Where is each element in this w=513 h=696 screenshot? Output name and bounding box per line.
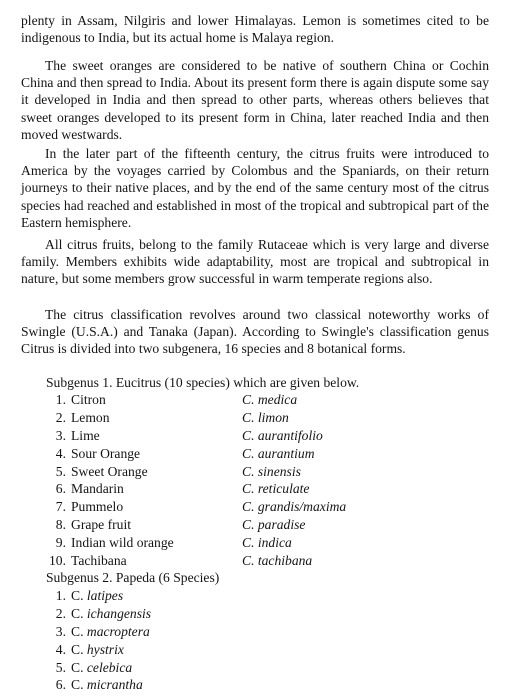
item-number: 4. — [55, 641, 66, 657]
species-epithet: macroptera — [86, 623, 150, 639]
species-epithet: hystrix — [86, 641, 124, 657]
list-item — [46, 587, 466, 605]
paragraph-sweet-orange-origin: The sweet oranges are considered to be native of southern China or Cochin China and then spread to India. About its present form there is again dispute some say it developed in India and then spread to other parts, whereas others believes that sweet oranges developed to its present form in China, later reached India and then moved westwards. — [21, 58, 489, 142]
scientific-name — [71, 605, 151, 623]
item-number: 9. — [55, 535, 66, 551]
list-item — [46, 480, 466, 498]
paragraph-citrus-introduction: In the later part of the fifteenth century, the citrus fruits were introduced to America by the voyages carried by Colombus and the Spaniards, on their return journeys to their native places, and by the end of the same century most of the citrus species had reached and established in most of the tropical and subtropical part of the Eastern hemisphere. — [21, 146, 489, 230]
paragraph-rutaceae-family: All citrus fruits, belong to the family Rutaceae which is very large and diverse family. Members exhibits wide adaptability, most are tropical and subtropical in nature, but some members grow successful in warm temperate regions also. — [21, 237, 489, 287]
common-name: Lime — [71, 427, 100, 443]
item-number: 5. — [55, 659, 66, 675]
common-name: Grape fruit — [71, 517, 132, 533]
species-epithet: latipes — [86, 588, 124, 603]
list-item — [46, 641, 466, 659]
common-name: Tachibana — [71, 553, 127, 569]
item-number: 6. — [55, 677, 66, 693]
genus-abbrev: C. — [71, 659, 84, 675]
scientific-name: C. indica — [242, 535, 292, 551]
item-number: 4. — [55, 445, 66, 461]
scientific-name: C. paradise — [242, 517, 306, 533]
common-name: Indian wild orange — [71, 535, 174, 551]
species-epithet: micrantha — [86, 677, 143, 693]
genus-abbrev: C. — [71, 677, 84, 693]
scientific-name — [71, 676, 143, 694]
item-number: 3. — [55, 427, 66, 443]
scientific-name: C. aurantium — [242, 445, 315, 461]
common-name: Pummelo — [71, 499, 124, 515]
species-epithet: ichangensis — [86, 605, 152, 621]
item-number: 7. — [55, 499, 66, 515]
common-name: Lemon — [71, 409, 110, 425]
list-item — [46, 391, 466, 409]
common-name: Citron — [71, 392, 106, 407]
scientific-name: C. aurantifolio — [242, 427, 323, 443]
list-item — [46, 605, 466, 623]
genus-abbrev: C. — [71, 623, 84, 639]
subgenus-1-title: Subgenus 1. Eucitrus (10 species) which are given below. — [46, 375, 360, 390]
item-number: 2. — [55, 409, 66, 425]
list-item — [46, 516, 466, 534]
genus-abbrev: C. — [71, 588, 84, 603]
scientific-name: C. tachibana — [242, 553, 313, 569]
list-item — [46, 623, 466, 641]
item-number: 1. — [55, 588, 66, 603]
paragraph-classification: The citrus classification revolves around two classical noteworthy works of Swingle (U.S.A.) and Tanaka (Japan). According to Swingle's classification genus Citrus is divided into two subgenera, 16 species and 8 botanical forms. — [21, 307, 489, 357]
list-item — [46, 409, 466, 427]
scientific-name — [71, 587, 123, 605]
subgenus-2-title: Subgenus 2. Papeda (6 Species) — [46, 570, 220, 585]
list-item — [46, 534, 466, 552]
list-item — [46, 427, 466, 445]
scientific-name: C. reticulate — [242, 481, 310, 497]
item-number: 6. — [55, 481, 66, 497]
list-item — [46, 552, 466, 570]
subgenus-1-list — [46, 391, 466, 570]
scientific-name: C. medica — [242, 392, 298, 407]
item-number: 10. — [49, 553, 66, 569]
item-number: 2. — [55, 605, 66, 621]
list-item — [46, 498, 466, 516]
scientific-name — [71, 641, 124, 659]
scientific-name: C. limon — [242, 409, 289, 425]
item-number: 8. — [55, 517, 66, 533]
paragraph-lemon-origin: plenty in Assam, Nilgiris and lower Himalayas. Lemon is sometimes cited to be indigenous to India, but its actual home is Malaya region. — [21, 13, 489, 46]
list-item — [46, 659, 466, 677]
genus-abbrev: C. — [71, 641, 84, 657]
item-number: 3. — [55, 623, 66, 639]
common-name: Sweet Orange — [71, 463, 148, 479]
scientific-name: C. grandis/maxima — [242, 499, 347, 515]
common-name: Sour Orange — [71, 445, 141, 461]
subgenus-2-list — [46, 587, 466, 694]
list-item — [46, 463, 466, 481]
common-name: Mandarin — [71, 481, 124, 497]
scientific-name: C. sinensis — [242, 463, 301, 479]
item-number: 5. — [55, 463, 66, 479]
genus-abbrev: C. — [71, 605, 84, 621]
list-item — [46, 445, 466, 463]
item-number: 1. — [55, 392, 66, 407]
species-epithet: celebica — [86, 659, 133, 675]
scientific-name — [71, 623, 150, 641]
scientific-name — [71, 659, 132, 677]
list-item — [46, 676, 466, 694]
